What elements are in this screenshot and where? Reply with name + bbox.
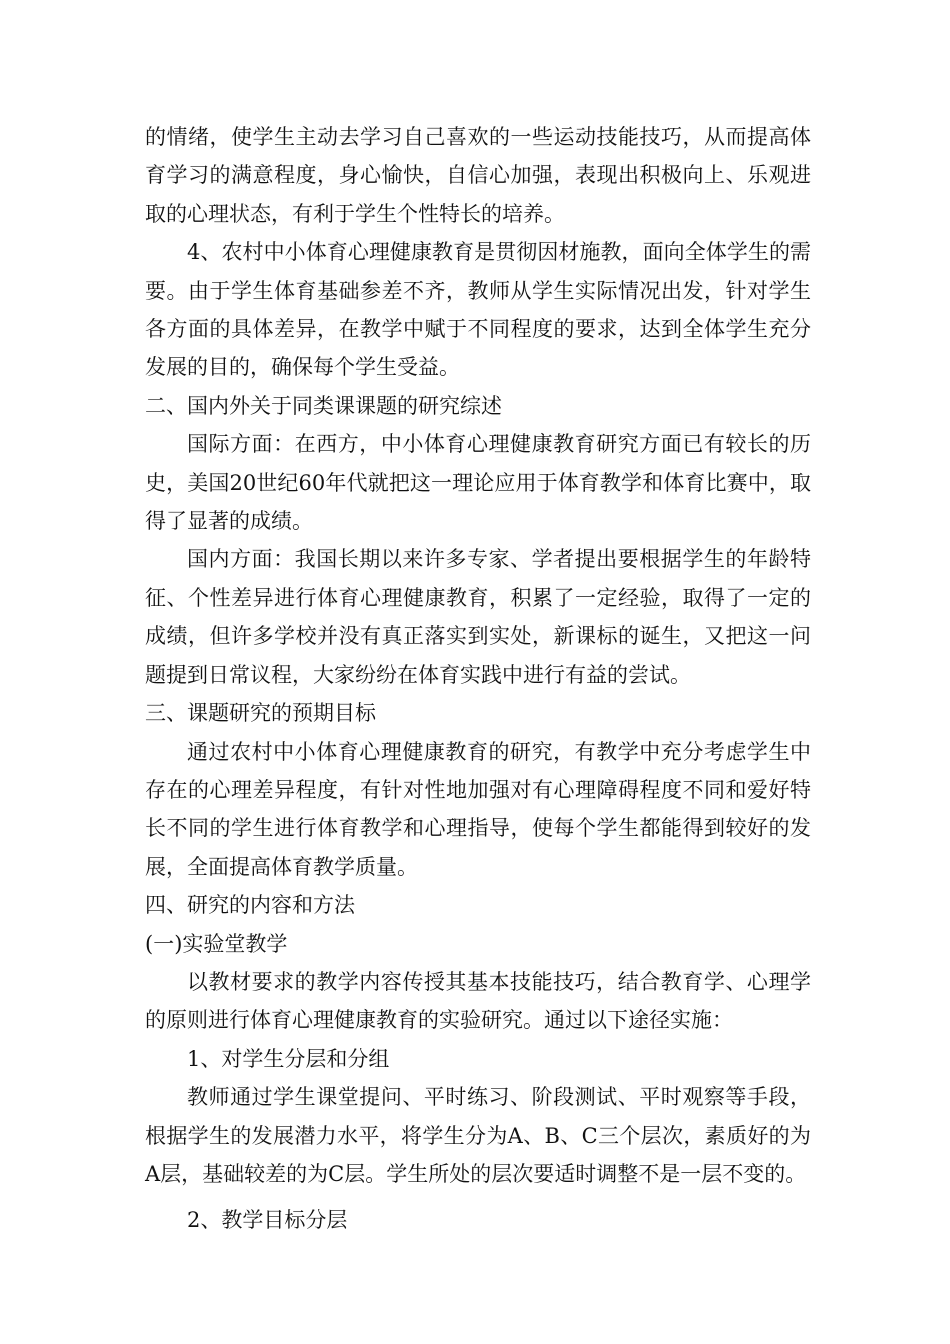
document-body [145, 118, 811, 1240]
paragraph-method-intro: 以教材要求的教学内容传授其基本技能技巧，结合教育学、心理学的原则进行体育心理健康教育的实验研究。通过以下途径实施： [145, 969, 811, 1033]
paragraph-international: 国际方面：在西方，中小体育心理健康教育研究方面已有较长的历史，美国20世纪60年代就把这一理论应用于体育教学和体育比赛中，取得了显著的成绩。 [145, 432, 811, 534]
paragraph-continuation: 的情绪，使学生主动去学习自己喜欢的一些运动技能技巧，从而提高体育学习的满意程度，身心愉快，自信心加强，表现出积极向上、乐观进取的心理状态，有利于学生个性特长的培养。 [145, 125, 811, 226]
section-heading-3: 三、课题研究的预期目标 [145, 701, 376, 726]
paragraph-goals: 通过农村中小体育心理健康教育的研究，有教学中充分考虑学生中存在的心理差异程度，有针对性地加强对有心理障碍程度不同和爱好特长不同的学生进行体育教学和心理指导，使每个学生都能得到较好的发展，全面提高体育教学质量。 [145, 739, 811, 879]
subsection-heading-1: (一)实验堂教学 [145, 931, 288, 956]
section-heading-2: 二、国内外关于同类课课题的研究综述 [145, 393, 502, 418]
paragraph-domestic: 国内方面：我国长期以来许多专家、学者提出要根据学生的年龄特征、个性差异进行体育心理健康教育，积累了一定经验，取得了一定的成绩，但许多学校并没有真正落实到实处，新课标的诞生，又把这一问题提到日常议程，大家纷纷在体育实践中进行有益的尝试。 [145, 547, 811, 687]
item-heading-1: 1、对学生分层和分组 [187, 1046, 390, 1071]
item-heading-2: 2、教学目标分层 [187, 1208, 348, 1233]
paragraph-spacer [145, 1193, 811, 1201]
paragraph-layering: 教师通过学生课堂提问、平时练习、阶段测试、平时观察等手段，根据学生的发展潜力水平，将学生分为A、B、C三个层次，素质好的为A层，基础较差的为C层。学生所处的层次要适时调整不是一层不变的。 [145, 1085, 811, 1186]
section-heading-4: 四、研究的内容和方法 [145, 893, 355, 918]
paragraph-point-4: 4、农村中小体育心理健康教育是贯彻因材施教，面向全体学生的需要。由于学生体育基础参差不齐，教师从学生实际情况出发，针对学生各方面的具体差异，在教学中赋于不同程度的要求，达到全体学生充分发展的目的，确保每个学生受益。 [145, 240, 811, 380]
